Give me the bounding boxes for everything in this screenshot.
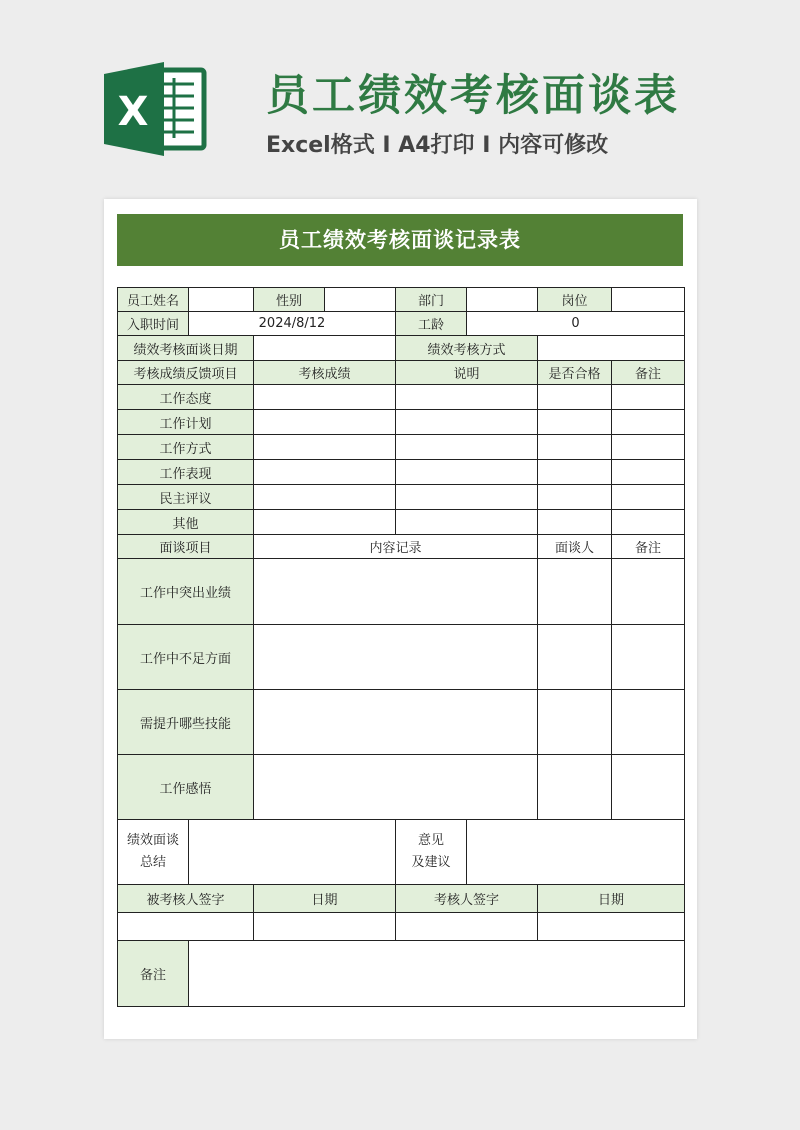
interviewer-cell[interactable] bbox=[538, 625, 612, 690]
assessment-method-cell[interactable] bbox=[538, 336, 685, 361]
appraiser-date-cell[interactable] bbox=[538, 913, 685, 941]
table-row bbox=[118, 485, 685, 510]
feedback-item-label: 民主评议 bbox=[118, 485, 254, 510]
signature-header-row bbox=[118, 885, 685, 913]
explanation-cell[interactable] bbox=[396, 435, 538, 460]
feedback-item-label: 其他 bbox=[118, 510, 254, 535]
qualified-cell[interactable] bbox=[538, 435, 612, 460]
remarks-cell[interactable] bbox=[612, 485, 685, 510]
interview-item-label: 需提升哪些技能 bbox=[118, 690, 254, 755]
feedback-header-row bbox=[118, 361, 685, 385]
gender-cell[interactable] bbox=[325, 288, 396, 312]
qualified-cell[interactable] bbox=[538, 510, 612, 535]
interviewer-header: 面谈人 bbox=[538, 535, 612, 559]
notes-row bbox=[118, 941, 685, 1007]
qualified-header: 是否合格 bbox=[538, 361, 612, 385]
feedback-item-label: 工作表现 bbox=[118, 460, 254, 485]
interviewer-cell[interactable] bbox=[538, 690, 612, 755]
interviewer-cell[interactable] bbox=[538, 559, 612, 625]
basic-info-row bbox=[118, 288, 685, 312]
interview-form-table bbox=[117, 287, 685, 1007]
feedback-item-header: 考核成绩反馈项目 bbox=[118, 361, 254, 385]
explanation-cell[interactable] bbox=[396, 410, 538, 435]
department-label: 部门 bbox=[396, 288, 467, 312]
page-subtitle: Excel格式 I A4打印 I 内容可修改 bbox=[266, 133, 609, 158]
remarks-cell[interactable] bbox=[612, 460, 685, 485]
score-cell[interactable] bbox=[254, 485, 396, 510]
employee-name-cell[interactable] bbox=[189, 288, 254, 312]
table-row bbox=[118, 755, 685, 820]
position-cell[interactable] bbox=[612, 288, 685, 312]
table-row bbox=[118, 385, 685, 410]
explanation-cell[interactable] bbox=[396, 485, 538, 510]
hire-date-label: 入职时间 bbox=[118, 312, 189, 336]
appraiser-signature-header: 考核人签字 bbox=[396, 885, 538, 913]
interview-date-row bbox=[118, 336, 685, 361]
interviewer-cell[interactable] bbox=[538, 755, 612, 820]
signature-row bbox=[118, 913, 685, 941]
table-row bbox=[118, 625, 685, 690]
svg-text:X: X bbox=[117, 89, 149, 135]
record-header: 内容记录 bbox=[254, 535, 538, 559]
excel-logo-icon bbox=[104, 62, 212, 156]
feedback-item-label: 工作计划 bbox=[118, 410, 254, 435]
suggestion-label: 意见 及建议 bbox=[396, 820, 467, 885]
appraisee-signature-cell[interactable] bbox=[118, 913, 254, 941]
interview-remarks-cell[interactable] bbox=[612, 690, 685, 755]
qualified-cell[interactable] bbox=[538, 460, 612, 485]
appraisee-date-header: 日期 bbox=[254, 885, 396, 913]
record-cell[interactable] bbox=[254, 755, 538, 820]
score-cell[interactable] bbox=[254, 510, 396, 535]
table-row bbox=[118, 510, 685, 535]
summary-cell[interactable] bbox=[189, 820, 396, 885]
interview-date-label: 绩效考核面谈日期 bbox=[118, 336, 254, 361]
appraiser-signature-cell[interactable] bbox=[396, 913, 538, 941]
remarks-cell[interactable] bbox=[612, 385, 685, 410]
page-title: 员工绩效考核面谈表 bbox=[266, 71, 680, 121]
qualified-cell[interactable] bbox=[538, 410, 612, 435]
feedback-item-label: 工作方式 bbox=[118, 435, 254, 460]
interview-item-header: 面谈项目 bbox=[118, 535, 254, 559]
record-cell[interactable] bbox=[254, 690, 538, 755]
interview-item-label: 工作中突出业绩 bbox=[118, 559, 254, 625]
employee-name-label: 员工姓名 bbox=[118, 288, 189, 312]
table-row bbox=[118, 460, 685, 485]
table-row bbox=[118, 435, 685, 460]
summary-row bbox=[118, 820, 685, 885]
suggestion-cell[interactable] bbox=[467, 820, 685, 885]
explanation-header: 说明 bbox=[396, 361, 538, 385]
summary-label: 绩效面谈 总结 bbox=[118, 820, 189, 885]
interview-date-cell[interactable] bbox=[254, 336, 396, 361]
hire-info-row bbox=[118, 312, 685, 336]
table-row bbox=[118, 410, 685, 435]
position-label: 岗位 bbox=[538, 288, 612, 312]
remarks-cell[interactable] bbox=[612, 510, 685, 535]
remarks-cell[interactable] bbox=[612, 435, 685, 460]
notes-cell[interactable] bbox=[189, 941, 685, 1007]
department-cell[interactable] bbox=[467, 288, 538, 312]
interview-remarks-cell[interactable] bbox=[612, 755, 685, 820]
qualified-cell[interactable] bbox=[538, 385, 612, 410]
table-row bbox=[118, 559, 685, 625]
notes-label: 备注 bbox=[118, 941, 189, 1007]
qualified-cell[interactable] bbox=[538, 485, 612, 510]
record-cell[interactable] bbox=[254, 625, 538, 690]
score-cell[interactable] bbox=[254, 435, 396, 460]
interview-remarks-cell[interactable] bbox=[612, 625, 685, 690]
interview-item-label: 工作感悟 bbox=[118, 755, 254, 820]
score-header: 考核成绩 bbox=[254, 361, 396, 385]
tenure-cell[interactable]: 0 bbox=[467, 312, 685, 336]
table-row bbox=[118, 690, 685, 755]
feedback-item-label: 工作态度 bbox=[118, 385, 254, 410]
score-cell[interactable] bbox=[254, 385, 396, 410]
record-cell[interactable] bbox=[254, 559, 538, 625]
score-cell[interactable] bbox=[254, 410, 396, 435]
interview-remarks-header: 备注 bbox=[612, 535, 685, 559]
hire-date-cell[interactable]: 2024/8/12 bbox=[189, 312, 396, 336]
explanation-cell[interactable] bbox=[396, 460, 538, 485]
explanation-cell[interactable] bbox=[396, 510, 538, 535]
appraisee-date-cell[interactable] bbox=[254, 913, 396, 941]
assessment-method-label: 绩效考核方式 bbox=[396, 336, 538, 361]
form-title-banner: 员工绩效考核面谈记录表 bbox=[117, 214, 683, 266]
score-cell[interactable] bbox=[254, 460, 396, 485]
interview-remarks-cell[interactable] bbox=[612, 559, 685, 625]
remarks-cell[interactable] bbox=[612, 410, 685, 435]
interview-item-label: 工作中不足方面 bbox=[118, 625, 254, 690]
interview-header-row bbox=[118, 535, 685, 559]
explanation-cell[interactable] bbox=[396, 385, 538, 410]
remarks-header: 备注 bbox=[612, 361, 685, 385]
appraiser-date-header: 日期 bbox=[538, 885, 685, 913]
gender-label: 性别 bbox=[254, 288, 325, 312]
tenure-label: 工龄 bbox=[396, 312, 467, 336]
appraisee-signature-header: 被考核人签字 bbox=[118, 885, 254, 913]
